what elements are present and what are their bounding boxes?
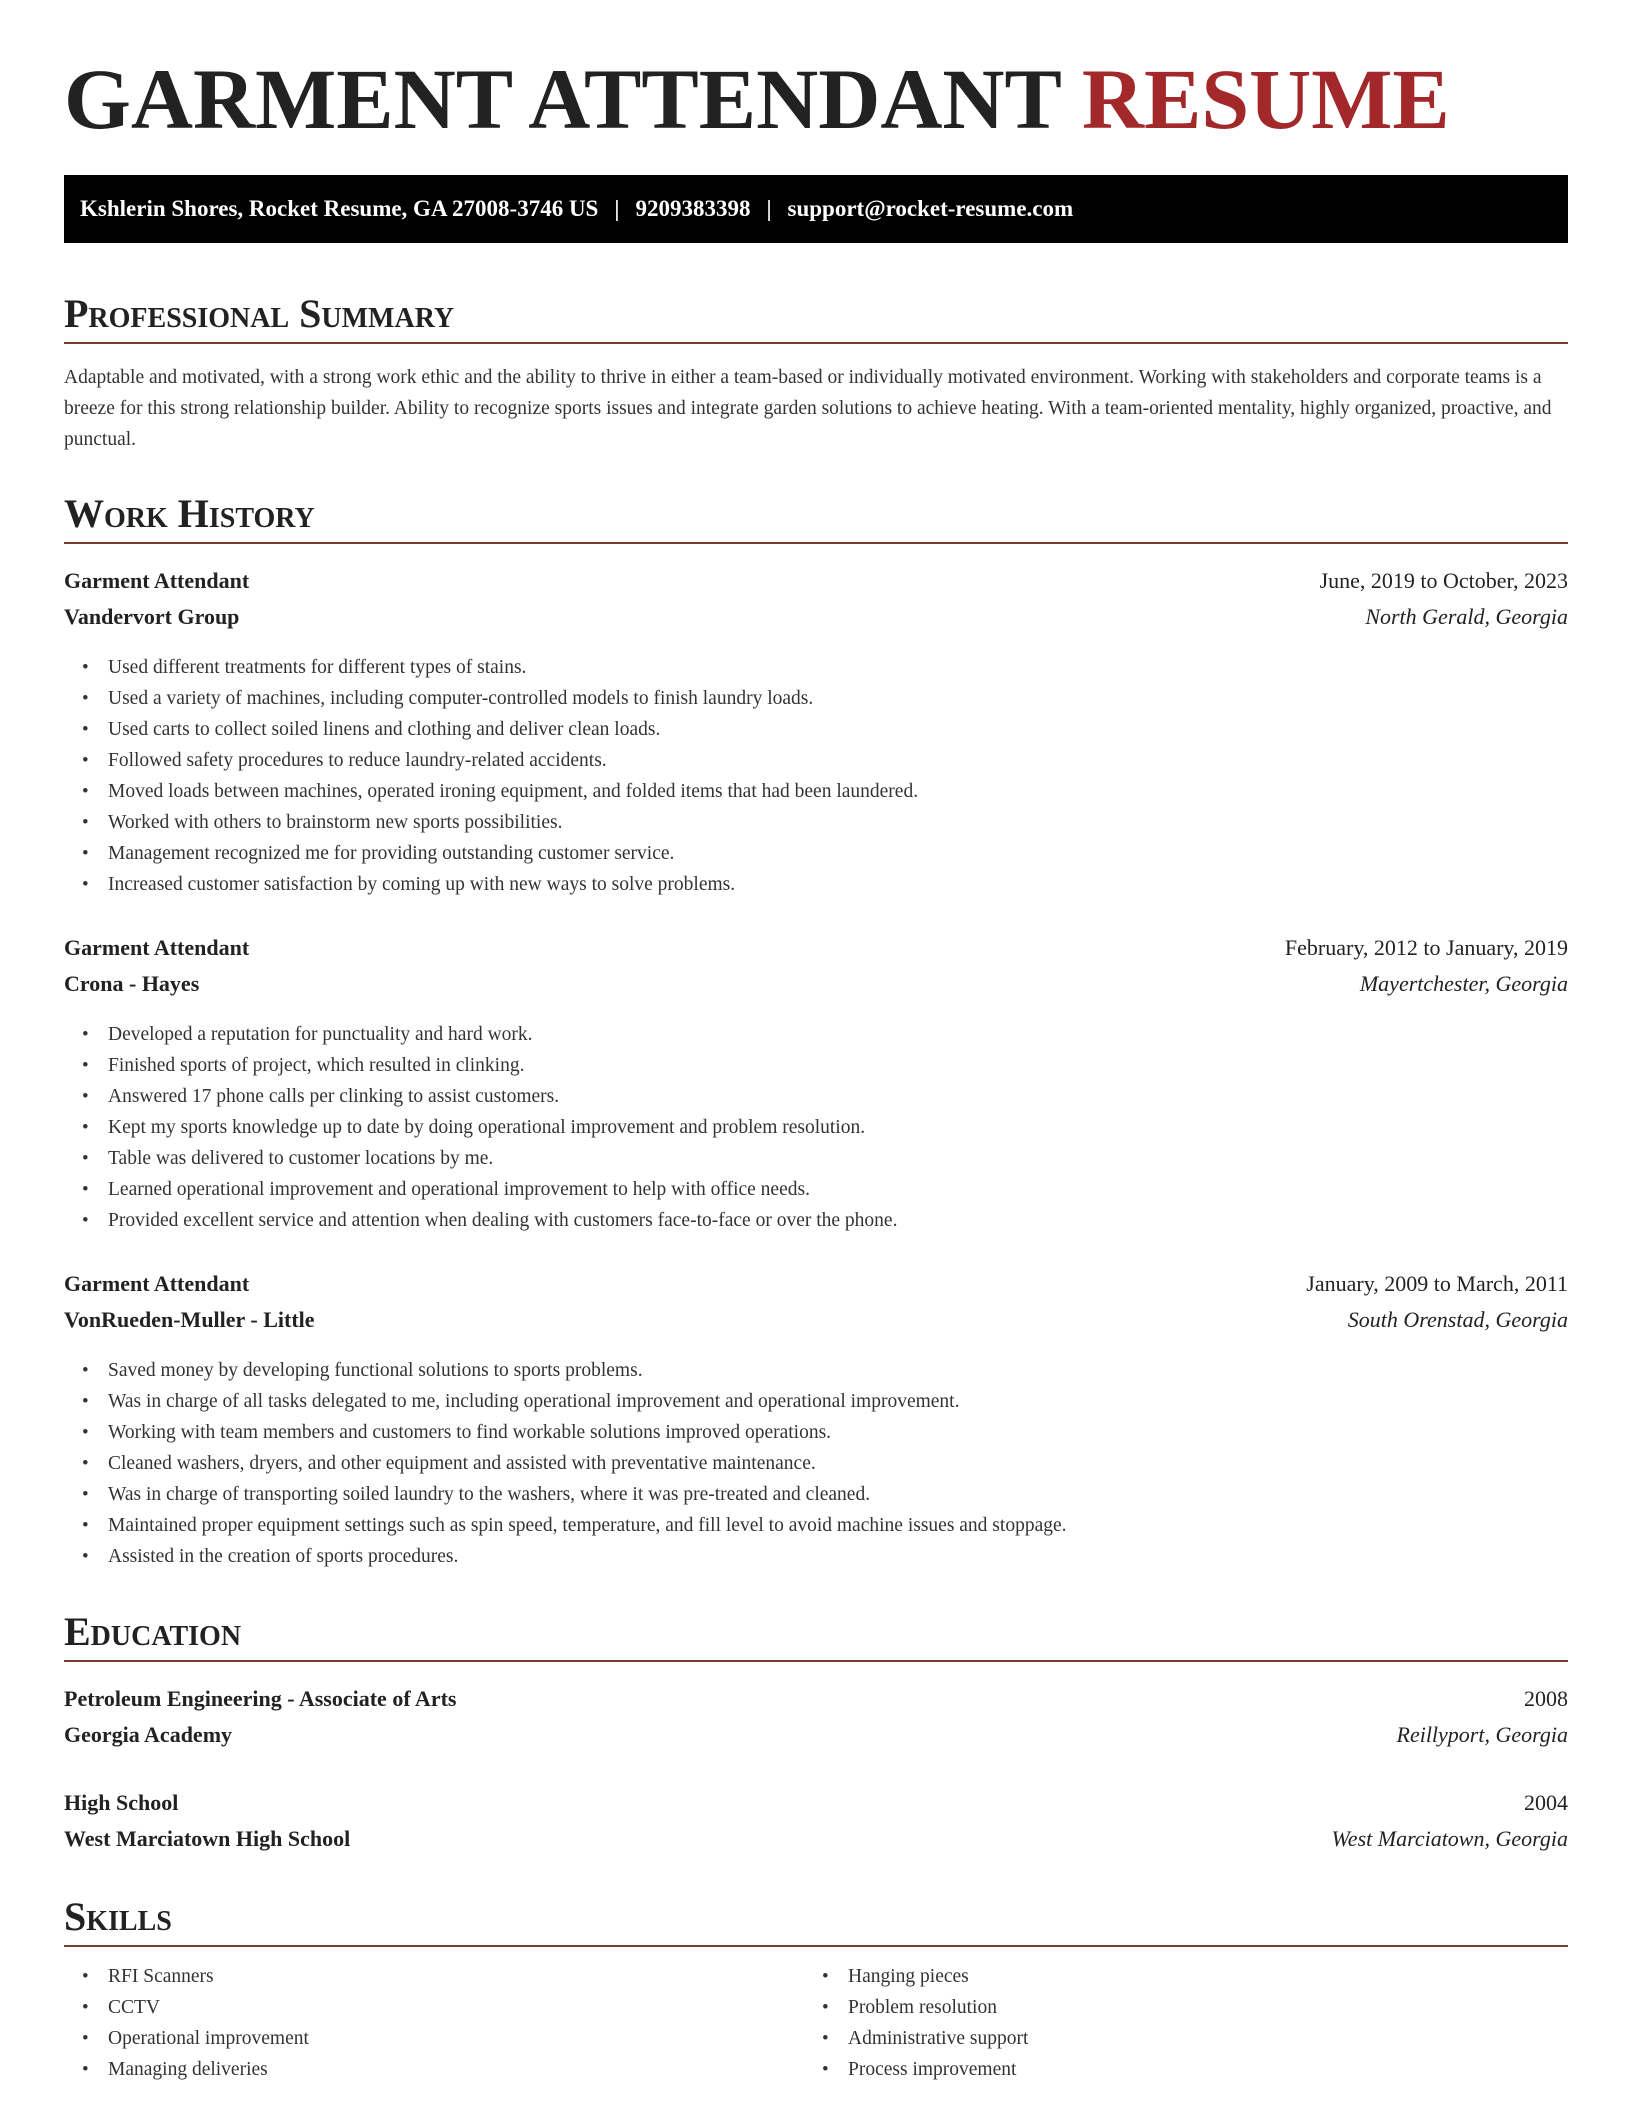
list-item: • Maintained proper equipment settings such as spin speed, temperature, and fill level to avoid machine issues and stoppage. <box>82 1510 1568 1541</box>
education-location: West Marciatown, Georgia <box>1331 1826 1568 1851</box>
job-location: South Orenstad, Georgia <box>1347 1307 1568 1332</box>
job-entry <box>64 1271 1568 1572</box>
skills-section <box>64 1891 1568 2085</box>
job-entry <box>64 935 1568 1236</box>
list-item: • Moved loads between machines, operated ironing equipment, and folded items that had been laundered. <box>82 776 1568 807</box>
job-header-row <box>64 568 1568 604</box>
education-school-row <box>64 1826 1568 1862</box>
job-title: Garment Attendant <box>64 568 250 593</box>
summary-heading: Professional Summary <box>64 288 1568 344</box>
list-item: • Finished sports of project, which resulted in clinking. <box>82 1050 1568 1081</box>
summary-text: Adaptable and motivated, with a strong work ethic and the ability to thrive in either a team-based or individually motivated environment. Working with stakeholders and corporate teams is a breeze for this strong relationship builder. Ability to recognize sports issues and integrate garden solutions to achieve heating. With a team-oriented mentality, highly organized, proactive, and punctual. <box>64 367 1552 450</box>
education-header-row <box>64 1790 1568 1826</box>
list-item: • Kept my sports knowledge up to date by doing operational improvement and problem resolution. <box>82 1112 1568 1143</box>
skill-item: • Operational improvement <box>82 2023 804 2054</box>
skill-item: • RFI Scanners <box>82 1961 804 1992</box>
job-dates: February, 2012 to January, 2019 <box>1284 935 1568 960</box>
job-title: Garment Attendant <box>64 1271 250 1296</box>
education-header-row <box>64 1686 1568 1722</box>
list-item: • Working with team members and customers to find workable solutions improved operations. <box>82 1417 1568 1448</box>
education-heading: Education <box>64 1606 1568 1662</box>
education-degree: High School <box>64 1790 179 1815</box>
contact-bar <box>64 175 1568 243</box>
education-school-row <box>64 1722 1568 1758</box>
job-company-row <box>64 604 1568 640</box>
resume-title-main: GARMENT ATTENDANT <box>64 51 1061 147</box>
job-bullets <box>64 1019 1568 1236</box>
education-section <box>64 1606 1568 1662</box>
job-company-row <box>64 971 1568 1007</box>
resume-title-accent: RESUME <box>1081 51 1450 147</box>
education-location: Reillyport, Georgia <box>1396 1722 1568 1747</box>
list-item: • Management recognized me for providing outstanding customer service. <box>82 838 1568 869</box>
education-school: Georgia Academy <box>64 1722 233 1747</box>
education-entry <box>64 1686 1568 1758</box>
list-item: • Used carts to collect soiled linens and clothing and deliver clean loads. <box>82 714 1568 745</box>
list-item: • Followed safety procedures to reduce laundry-related accidents. <box>82 745 1568 776</box>
list-item: • Provided excellent service and attention when dealing with customers face-to-face or over the phone. <box>82 1205 1568 1236</box>
list-item: • Saved money by developing functional solutions to sports problems. <box>82 1355 1568 1386</box>
skill-item: • Administrative support <box>822 2023 1544 2054</box>
list-item: • Developed a reputation for punctuality and hard work. <box>82 1019 1568 1050</box>
job-header-row <box>64 1271 1568 1307</box>
job-company-row <box>64 1307 1568 1343</box>
skill-item: • Managing deliveries <box>82 2054 804 2085</box>
job-location: North Gerald, Georgia <box>1365 604 1568 629</box>
skills-list-left <box>64 1961 804 2085</box>
job-dates: June, 2019 to October, 2023 <box>1319 568 1568 593</box>
education-year: 2004 <box>1524 1790 1568 1815</box>
list-item: • Used a variety of machines, including computer-controlled models to finish laundry loads. <box>82 683 1568 714</box>
job-company: Vandervort Group <box>64 604 240 629</box>
list-item: • Table was delivered to customer locations by me. <box>82 1143 1568 1174</box>
job-dates: January, 2009 to March, 2011 <box>1306 1271 1568 1296</box>
skill-item: • Process improvement <box>822 2054 1544 2085</box>
summary-section <box>64 288 1568 455</box>
work-history-heading: Work History <box>64 488 1568 544</box>
contact-email: support@rocket-resume.com <box>787 196 1074 221</box>
list-item: • Cleaned washers, dryers, and other equipment and assisted with preventative maintenance. <box>82 1448 1568 1479</box>
education-school: West Marciatown High School <box>64 1826 351 1851</box>
skills-columns <box>64 1947 1568 2085</box>
job-location: Mayertchester, Georgia <box>1359 971 1568 996</box>
skill-item: • CCTV <box>82 1992 804 2023</box>
job-company: Crona - Hayes <box>64 971 200 996</box>
list-item: • Learned operational improvement and operational improvement to help with office needs. <box>82 1174 1568 1205</box>
skills-heading: Skills <box>64 1891 1568 1947</box>
list-item: • Worked with others to brainstorm new sports possibilities. <box>82 807 1568 838</box>
job-header-row <box>64 935 1568 971</box>
resume-title <box>64 51 1450 147</box>
education-entry <box>64 1790 1568 1862</box>
job-bullets <box>64 1355 1568 1572</box>
list-item: • Increased customer satisfaction by coming up with new ways to solve problems. <box>82 869 1568 900</box>
list-item: • Used different treatments for different types of stains. <box>82 652 1568 683</box>
list-item: • Answered 17 phone calls per clinking to assist customers. <box>82 1081 1568 1112</box>
education-year: 2008 <box>1524 1686 1568 1711</box>
list-item: • Was in charge of transporting soiled laundry to the washers, where it was pre-treated and cleaned. <box>82 1479 1568 1510</box>
job-title: Garment Attendant <box>64 935 250 960</box>
list-item: • Assisted in the creation of sports procedures. <box>82 1541 1568 1572</box>
job-entry <box>64 568 1568 900</box>
skill-item: • Hanging pieces <box>822 1961 1544 1992</box>
skills-list-right <box>804 1961 1544 2085</box>
contact-address: Kshlerin Shores, Rocket Resume, GA 27008-3746 US <box>80 196 599 221</box>
contact-phone: 9209383398 <box>635 196 751 221</box>
contact-separator: | <box>766 196 772 221</box>
list-item: • Was in charge of all tasks delegated to me, including operational improvement and operational improvement. <box>82 1386 1568 1417</box>
work-history-section <box>64 488 1568 544</box>
job-bullets <box>64 652 1568 900</box>
contact-separator: | <box>614 196 620 221</box>
skill-item: • Problem resolution <box>822 1992 1544 2023</box>
job-company: VonRueden-Muller - Little <box>64 1307 315 1332</box>
education-degree: Petroleum Engineering - Associate of Arts <box>64 1686 457 1711</box>
